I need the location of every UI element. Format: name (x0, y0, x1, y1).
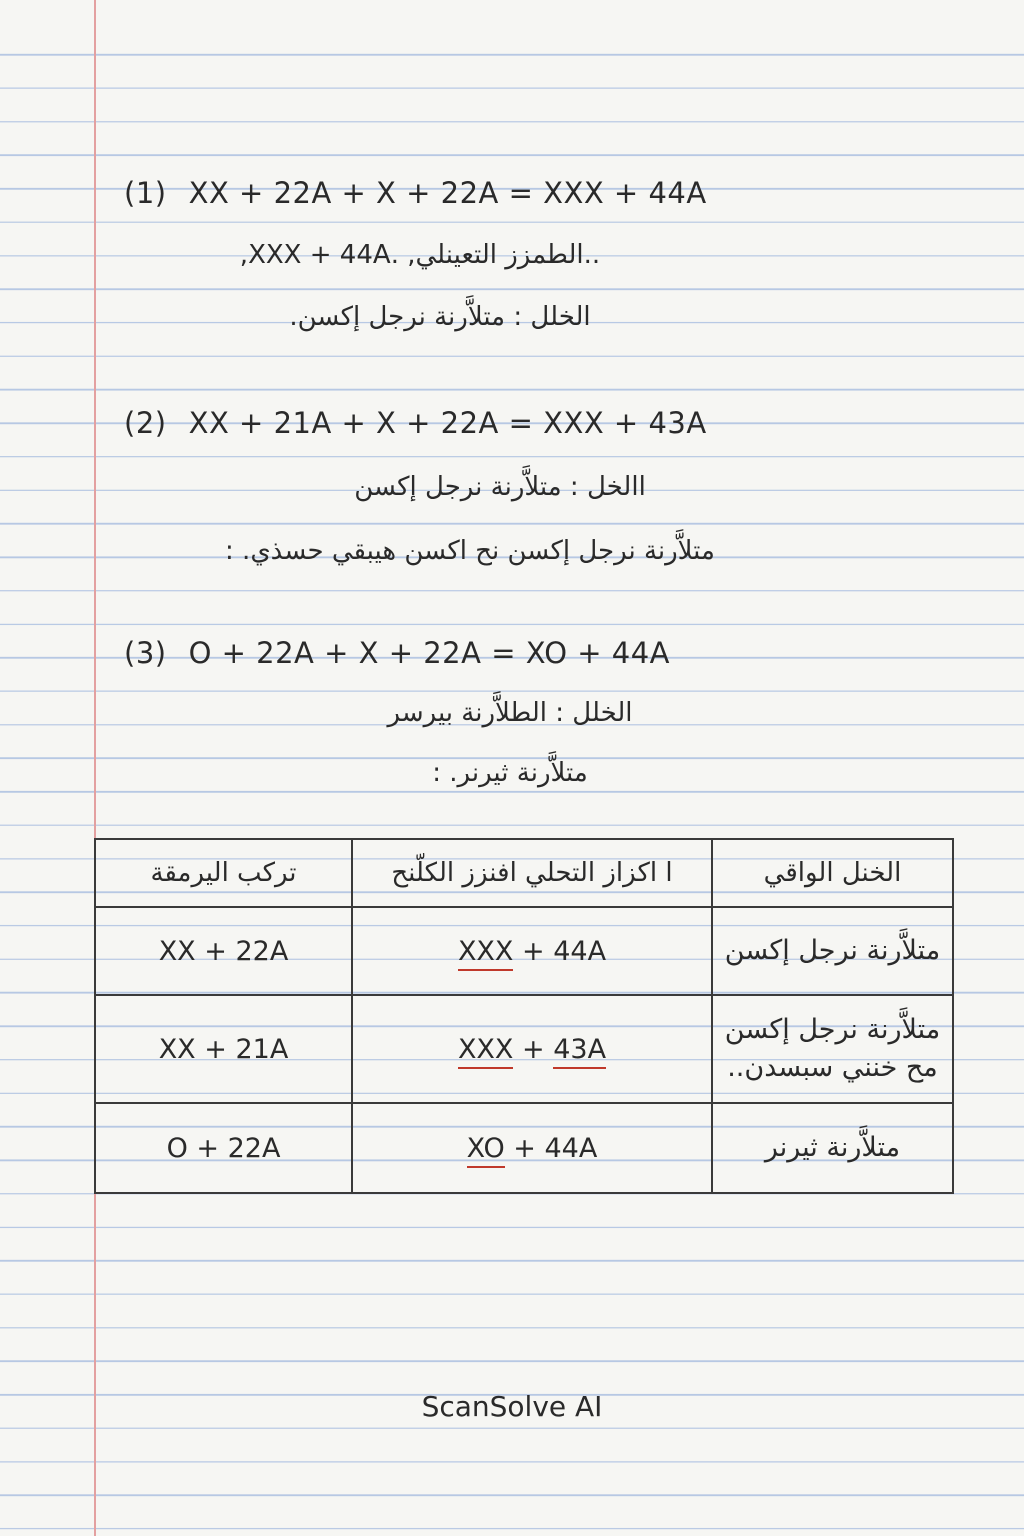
table-row (95, 907, 953, 995)
problem-3-equation (124, 636, 670, 670)
solution-line: متلاَّرنة نرجل إكسن (724, 1014, 941, 1045)
header-formula: تركب اليرمقة (95, 839, 352, 907)
problem-3-note: متلاَّرنة ثيرنر. : (432, 758, 588, 788)
underlined-term: 43A (553, 1034, 606, 1069)
footer-brand: ScanSolve AI (421, 1390, 603, 1423)
row-3-solution: متلاَّرنة ثيرنر (712, 1103, 953, 1193)
row-3-formula: O + 22A (95, 1103, 352, 1193)
underlined-term: XO (467, 1133, 505, 1168)
header-result: ا اكزاز التحلي افنزز الكلّنح (352, 839, 712, 907)
header-solution: الخنل الواقي (712, 839, 953, 907)
notebook-margin-line (94, 0, 96, 1536)
summary-table (94, 838, 954, 1194)
underlined-term: XXX (458, 1034, 514, 1069)
row-3-result (352, 1103, 712, 1193)
row-2-result: XXX + 43A (352, 995, 712, 1103)
table-row (95, 995, 953, 1103)
problem-number: (2) (124, 406, 167, 440)
result-term: + 44A (513, 935, 607, 967)
problem-3-solution: الخلل : الطلاَّرنة بيرسر (387, 698, 633, 728)
problem-2-solution: االخل : متلاَّرنة نرجل إكسن (354, 472, 646, 502)
equation-text: XX + 21A + X + 22A = XXX + 43A (188, 406, 707, 440)
problem-number: (1) (124, 176, 167, 210)
row-2-formula: XX + 21A (95, 995, 352, 1103)
row-1-solution: متلاَّرنة نرجل إكسن (712, 907, 953, 995)
row-1-formula: XX + 22A (95, 907, 352, 995)
row-2-solution (712, 995, 953, 1103)
equation-text: XX + 22A + X + 22A = XXX + 44A (188, 176, 707, 210)
solution-line: مح خنني سبسدن.. (727, 1052, 938, 1083)
result-term: + 44A (504, 1132, 598, 1164)
problem-number: (3) (124, 636, 167, 670)
problem-1-solution: الخلل : متلاَّرنة نرجل إكسن. (289, 302, 591, 332)
row-1-result (352, 907, 712, 995)
table-header-row (95, 839, 953, 907)
table-row (95, 1103, 953, 1193)
underlined-term: XXX (458, 936, 514, 971)
problem-2-note: متلاَّرنة نرجل إكسن نح اكسن هيبقي حسذي. : (225, 536, 715, 566)
problem-2-equation (124, 406, 707, 440)
equation-text: O + 22A + X + 22A = XO + 44A (188, 636, 671, 670)
problem-1-equation (124, 176, 707, 210)
problem-1-note: ..الطمزز التعينلي, .XXX + 44A, (239, 240, 601, 270)
